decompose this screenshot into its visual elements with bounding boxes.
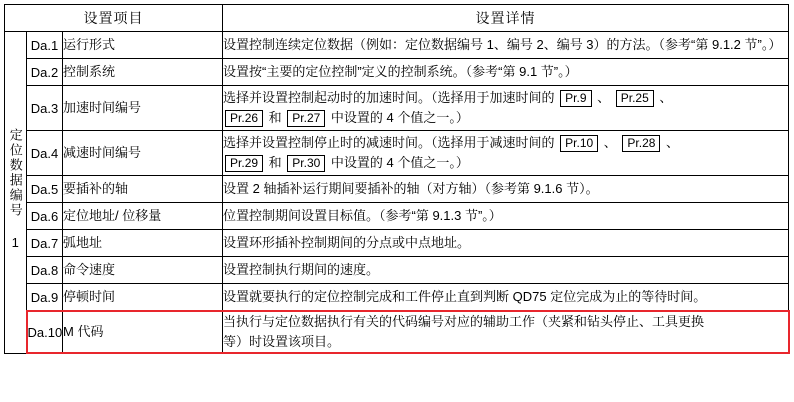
table-row	[5, 32, 789, 59]
cell-setting-item: 减速时间编号	[63, 131, 223, 176]
cell-data-number: Da.7	[27, 230, 63, 257]
cell-data-number: Da.2	[27, 59, 63, 86]
detail-text: 、	[655, 89, 673, 105]
table-header	[5, 5, 789, 32]
detail-text: 设置控制连续定位数据（例如：定位数据编号 1、编号 2、编号 3）的方法。（参考“第 9.1.2 节”。）	[223, 36, 782, 52]
side-label-positioning-data-no	[5, 32, 27, 354]
cell-data-number: Da.8	[27, 257, 63, 284]
header-detail: 设置详情	[223, 5, 789, 32]
detail-text: 选择并设置控制起动时的加速时间。（选择用于加速时间的	[223, 89, 559, 105]
detail-text: 、	[662, 134, 680, 150]
parameter-chip: Pr.27	[287, 110, 325, 127]
cell-setting-detail	[223, 230, 789, 257]
table-row	[5, 203, 789, 230]
positioning-data-table	[4, 4, 790, 354]
cell-setting-detail	[223, 203, 789, 230]
table-row	[5, 59, 789, 86]
header-item: 设置项目	[5, 5, 223, 32]
detail-text: 设置环形插补控制期间的分点或中点地址。	[223, 234, 471, 250]
detail-text: 和	[265, 110, 286, 125]
cell-data-number: Da.4	[27, 131, 63, 176]
parameter-chip: Pr.10	[560, 135, 598, 152]
detail-text: 和	[265, 155, 286, 170]
cell-setting-detail	[223, 131, 789, 176]
detail-text: 设置就要执行的定位控制完成和工件停止直到判断 QD75 定位完成为止的等待时间。	[223, 288, 707, 304]
detail-text: 设置 2 轴插补运行期间要插补的轴（对方轴）（参考第 9.1.6 节）。	[223, 180, 599, 196]
detail-text: 中设置的 4 个值之一。）	[327, 155, 469, 170]
detail-text: 等）时设置该项目。	[223, 334, 341, 350]
detail-text: 设置按“主要的定位控制”定义的控制系统。（参考“第 9.1 节”。）	[223, 63, 578, 79]
cell-setting-item: 运行形式	[63, 32, 223, 59]
table-row	[5, 86, 789, 131]
cell-setting-item: 停顿时间	[63, 284, 223, 312]
cell-setting-detail	[223, 86, 789, 131]
cell-setting-item: M 代码	[63, 311, 223, 353]
table-row	[5, 230, 789, 257]
cell-setting-detail	[223, 284, 789, 312]
table-body	[5, 32, 789, 354]
cell-setting-detail	[223, 257, 789, 284]
cell-data-number: Da.6	[27, 203, 63, 230]
cell-data-number: Da.1	[27, 32, 63, 59]
cell-setting-detail	[223, 176, 789, 203]
table-row	[5, 311, 789, 353]
parameter-chip: Pr.29	[225, 155, 263, 172]
parameter-chip: Pr.26	[225, 110, 263, 127]
parameter-chip: Pr.25	[616, 90, 654, 107]
table-row	[5, 284, 789, 312]
detail-text: 位置控制期间设置目标值。（参考“第 9.1.3 节”。）	[223, 207, 502, 223]
cell-setting-item: 控制系统	[63, 59, 223, 86]
cell-data-number: Da.10	[27, 311, 63, 353]
table-header-row	[5, 5, 789, 32]
cell-data-number: Da.5	[27, 176, 63, 203]
cell-setting-detail	[223, 311, 789, 353]
table-row	[5, 131, 789, 176]
cell-data-number: Da.3	[27, 86, 63, 131]
parameter-chip: Pr.9	[560, 90, 591, 107]
detail-text: 、	[600, 134, 621, 150]
cell-setting-item: 命令速度	[63, 257, 223, 284]
cell-setting-detail	[223, 59, 789, 86]
table-row	[5, 257, 789, 284]
cell-setting-detail	[223, 32, 789, 59]
detail-text: 选择并设置控制停止时的减速时间。（选择用于减速时间的	[223, 134, 559, 150]
cell-setting-item: 定位地址/ 位移量	[63, 203, 223, 230]
detail-text: 中设置的 4 个值之一。）	[327, 110, 469, 125]
detail-text: 当执行与定位数据执行有关的代码编号对应的辅助工作（夹紧和钻头停止、工具更换	[223, 314, 705, 329]
parameter-chip: Pr.28	[622, 135, 660, 152]
cell-setting-item: 弧地址	[63, 230, 223, 257]
parameter-chip: Pr.30	[287, 155, 325, 172]
cell-setting-item: 加速时间编号	[63, 86, 223, 131]
table-row	[5, 176, 789, 203]
cell-setting-item: 要插补的轴	[63, 176, 223, 203]
cell-data-number: Da.9	[27, 284, 63, 312]
side-label-text: 定位数据编号 1	[7, 127, 23, 252]
detail-text: 、	[593, 89, 614, 105]
detail-text: 设置控制执行期间的速度。	[223, 261, 380, 277]
